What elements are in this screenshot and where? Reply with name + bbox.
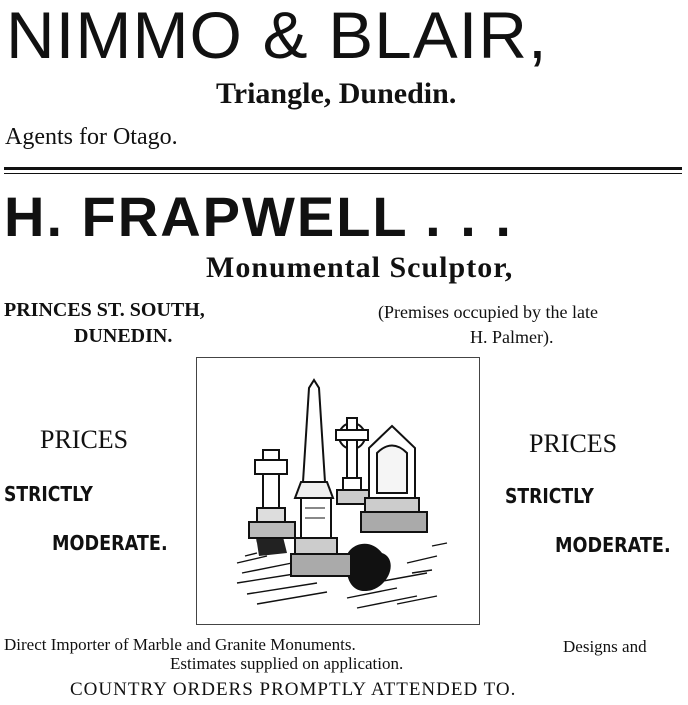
gothic-headstone-monument — [361, 426, 427, 532]
illustration-frame — [196, 357, 480, 625]
street-address: PRINCES ST. SOUTH, — [4, 299, 205, 321]
strictly-label-left: STRICTLY — [4, 482, 93, 506]
divider-rule-thin — [4, 173, 682, 174]
cross-monument-left — [249, 450, 295, 538]
advertiser-name: H. FRAPWELL . . . — [4, 185, 513, 248]
premises-note-line2: H. Palmer). — [470, 327, 554, 347]
celtic-cross-monument — [336, 418, 369, 504]
firm-address: Triangle, Dunedin. — [216, 77, 457, 110]
city-name: DUNEDIN. — [74, 325, 173, 347]
monuments-illustration-icon — [197, 358, 479, 624]
divider-rule — [4, 167, 682, 170]
moderate-label-right: MODERATE. — [555, 533, 671, 557]
trade-title: Monumental Sculptor, — [206, 251, 514, 284]
firm-title: NIMMO & BLAIR, — [6, 0, 548, 72]
footer-country-orders-line: COUNTRY ORDERS PROMPTLY ATTENDED TO. — [70, 679, 517, 700]
footer-designs-line: Designs and — [563, 637, 647, 656]
moderate-label-left: MODERATE. — [52, 531, 168, 555]
prices-label-left: PRICES — [40, 425, 129, 454]
strictly-label-right: STRICTLY — [505, 484, 594, 508]
footer-estimates-line: Estimates supplied on application. — [170, 654, 404, 673]
footer-importer-line: Direct Importer of Marble and Granite Monuments. — [4, 635, 356, 654]
premises-note-line1: (Premises occupied by the late — [378, 302, 598, 322]
firm-role: Agents for Otago. — [5, 124, 178, 150]
prices-label-right: PRICES — [529, 429, 618, 458]
